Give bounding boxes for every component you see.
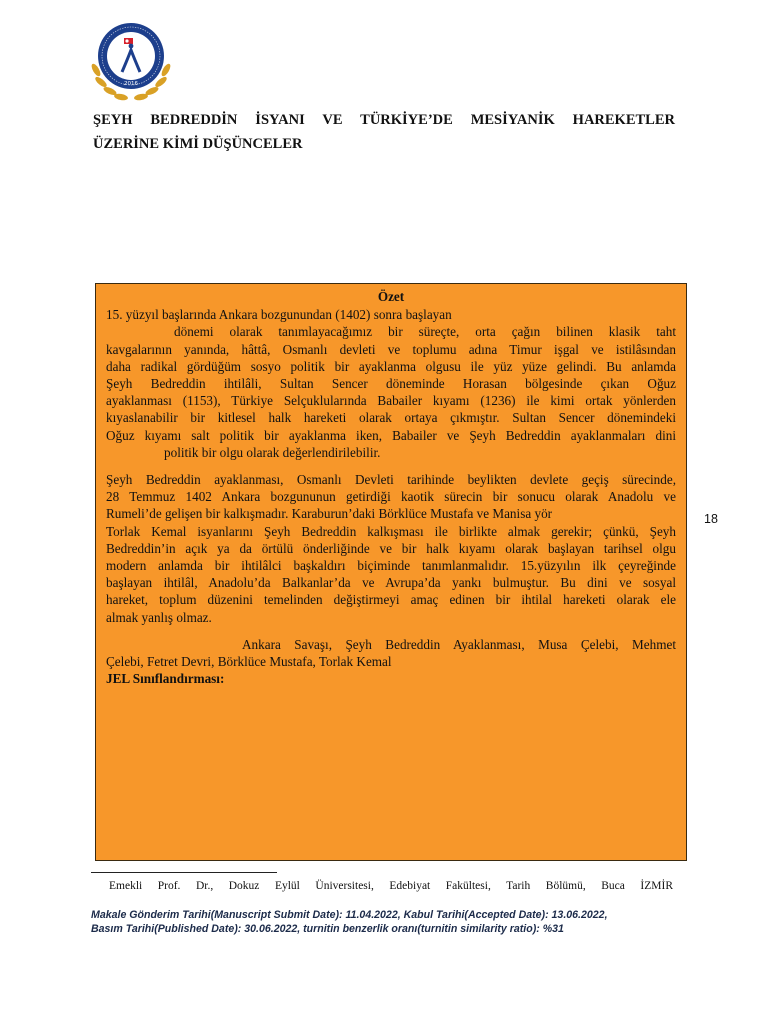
keywords [106,636,676,670]
footnote-rule [91,872,277,873]
abstract-line: almak yanlış olmaz. [106,609,212,625]
abstract-line: Bedreddin’in açık ya da örtülü önderliğinde ve bir halk kıyamı olarak başlayan tarihsel olgu [106,540,676,556]
abstract-line: Torlak Kemal isyanlarını Şeyh Bedreddin kalkışması ile birlikte almak gerekir; çünkü, Şeyh [106,523,676,539]
abstract-line: daha radikal gördüğüm sosyo politik bir ayaklanma olgusu ile yüz yüze gelindi. Bu anlamda [106,358,676,374]
abstract-line: modern anlamda bir ihtilâlci başkaldırı biçiminde tanımlanmalıdır. 15.yüzyılın ilk çeyreğinde [106,558,676,574]
keywords-line-2: Çelebi, Fetret Devri, Börklüce Mustafa, Torlak Kemal [106,654,392,670]
abstract-line: ayaklanması (1153), Türkiye Selçuklularında Babailer kıyamı (1236) ile kimi ortak yönlerden [106,393,676,409]
abstract-paragraph-2 [106,471,676,626]
abstract-line: Şeyh Bedreddin ihtilâli, Sultan Sencer döneminde Horasan bölgesinde çıkan Oğuz [106,376,676,392]
abstract-line: dönemi olarak tanımlayacağımız bir süreçte, orta çağın bilinen klasik taht [174,324,676,340]
submission-dates [91,908,681,936]
title-line-2: ÜZERİNE KİMİ DÜŞÜNCELER [93,136,303,152]
author-footnote: Emekli Prof. Dr., Dokuz Eylül Üniversitesi, Edebiyat Fakültesi, Tarih Bölümü, Buca İZMİR [109,880,673,892]
abstract-line: politik bir olgu olarak değerlendirilebilir. [164,444,381,460]
article-title [93,108,675,156]
abstract-line: kavgalarının yanında, hâttâ, Osmanlı devleti ve toplumu adına Timur işgal ve istilâsından [106,341,676,357]
abstract-line: 15. yüzyıl başlarında Ankara bozgunundan (1402) sonra başlayan [106,307,452,323]
logo-year: 2016 [124,81,138,87]
abstract-paragraph-1 [106,306,676,461]
page-number: 18 [704,512,718,526]
title-line-1: ŞEYH BEDREDDİN İSYANI VE TÜRKİYE’DE MESİYANİK HAREKETLER [93,112,675,128]
abstract-line: 28 Temmuz 1402 Ankara bozgununun getirdiği kaotik sürecin bir sonucu olarak Anadolu ve [106,489,676,505]
abstract-line: Şeyh Bedreddin ayaklanması, Osmanlı Devleti tarihinde beylikten devlete geçiş sürecinde, [106,472,676,488]
abstract-box [95,283,687,861]
jel-classification: JEL Sınıflandırması: [106,671,225,687]
flag-icon [124,38,133,44]
keywords-line-1: Ankara Savaşı, Şeyh Bedreddin Ayaklanması, Musa Çelebi, Mehmet [242,636,676,652]
abstract-line: başlayan ihtilâl, Anadolu’da Balkanlar’da ve Avrupa’da yankı bulmuştur. Bu dini ve sosyal [106,575,676,591]
abstract-heading: Özet [377,289,405,304]
abstract-line: hareket, toplum düzenini temelinden değiştirmeyi amaç edinen bir ihtilal hareketi olarak ele [106,592,676,608]
abstract-line: Oğuz kıyamı salt politik bir ayaklanma iken, Babailer ve Şeyh Bedreddin ayaklanmaları dini [106,427,676,443]
abstract-line: kıyaslanabilir bir kitlesel halk hareketi olarak ortaya çıkmıştır. Sultan Sencer dönemindeki [106,410,676,426]
university-logo [86,14,176,104]
dates-line-2: Basım Tarihi(Published Date): 30.06.2022, turnitin benzerlik oranı(turnitin similarity ratio): %31 [91,923,564,935]
dates-line-1: Makale Gönderim Tarihi(Manuscript Submit Date): 11.04.2022, Kabul Tarihi(Accepted Date): 13.06.2022, [91,909,608,921]
abstract-line: Rumeli’de gelişen bir kalkışmadır. Karaburun’daki Börklüce Mustafa ve Manisa yör [106,506,553,522]
